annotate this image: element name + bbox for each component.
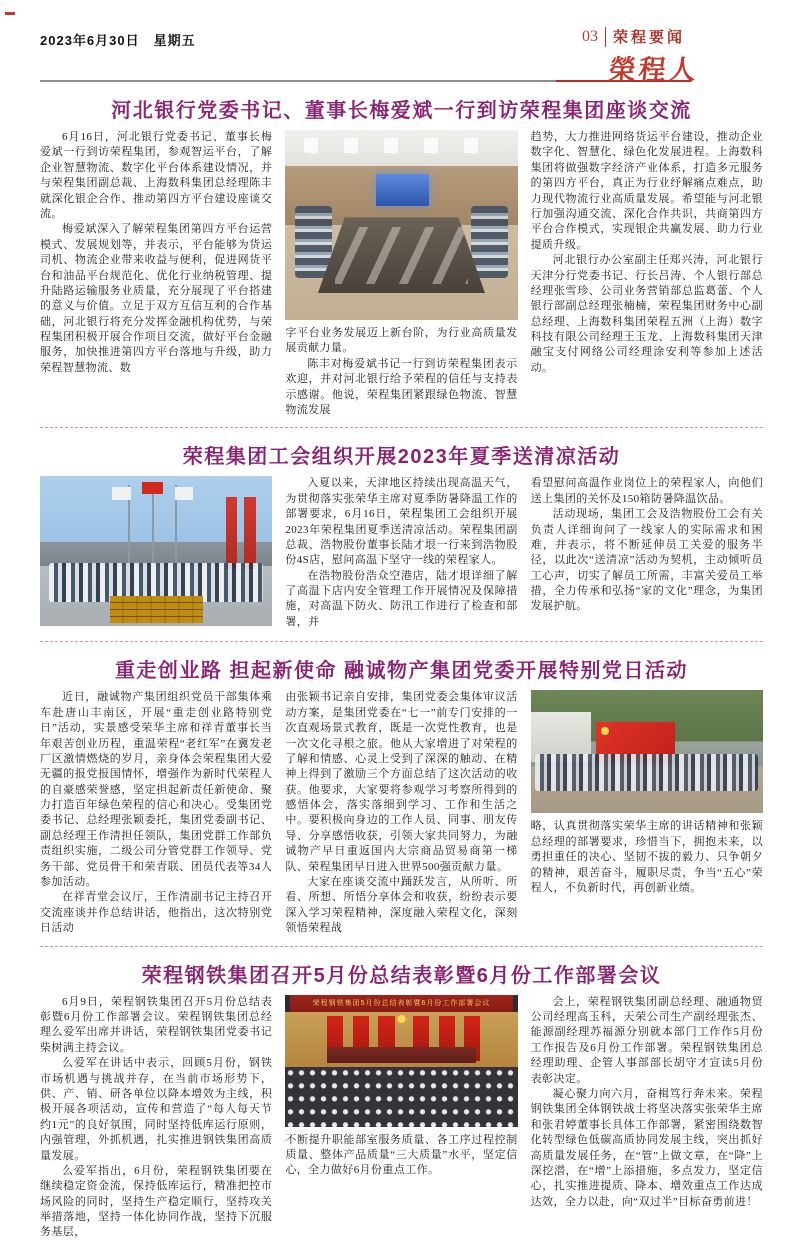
article-2-col-2: [285, 476, 517, 632]
red-banner: [244, 497, 256, 569]
header-rule-gray: [40, 80, 556, 82]
page-number: 03: [581, 27, 598, 45]
paragraph: 看望慰问高温作业岗位上的荣程家人，向他们送上集团的关怀及150箱防暑降温饮品。: [530, 477, 763, 505]
article-1-photo-meeting-room: [285, 130, 517, 320]
masthead-logo: 榮程人: [607, 55, 701, 86]
article-3-col-1: [40, 690, 272, 936]
paragraph: 大家在座谈交流中踊跃发言，从所听、所看、所想、所悟分享体会和收获，纷纷表示要深入学习荣程精神，深度融入荣程文化，深刻领悟荣程战: [285, 876, 518, 935]
party-emblem-icon: [397, 1014, 406, 1023]
paragraph: 么爱军指出，6月份，荣程钢铁集团要在继续稳定资金流，保持低库运行，精准把控市场风险的同时，坚持生产稳定顺行，坚持攻关举措落地，坚持一体化协同作战，坚持下沉服务基层，: [40, 1164, 273, 1239]
paragraph: 近日，融诚物产集团组织党员干部集体乘车赴唐山丰南区，开展“重走创业路特别党日”活动，实景感受荣华主席和祥青董事长当年艰苦创业历程，重温荣程“老红军”在冀发老厂区激情燃烧的岁月，亲身体会荣程集团大爱无疆的报党报国情怀，增强作为新时代荣程人的自豪感荣誉感，坚定担起新责任新使命、聚力打造百年绿色荣程的信心和决心。受集团党委书记、总经理张颖委托，集团党委副书记、副总经理王作清担任领队，集团党群工作部负责组织实施，二级公司分管党群工作领导、党务干部、党员骨干和荣青联、团员代表等34人参加活动。: [40, 691, 273, 889]
issue-date: 2023年6月30日 星期五: [40, 33, 196, 48]
attendees-left: [295, 206, 332, 278]
article-3: [40, 654, 763, 936]
article-separator: [40, 427, 763, 428]
company-flag: [112, 487, 131, 501]
audience-seats: [285, 1067, 517, 1126]
paragraph: 活动现场，集团工会及浩物股份工会有关负责人详细询问了一线家人的实际需求和困难，并表示，将不断延伸员工关爱的服务半径，以此次“送清凉”活动为契机，主动倾听员工心声，切实了解员工所需，丰富关爱员工举措，全力传承和弘扬“家的文化”理念，为集团发展护航。: [530, 508, 763, 613]
paragraph: 么爱军在讲话中表示，回顾5月份，钢铁市场机遇与挑战并存，在当前市场形势下，供、产、销、研各单位以降本增效为主线，积极开展各项活动，宣传和营造了“每人每天节约1元”的良好氛围，同时坚持低库运行原则，内强管理，外抓机遇，扎实推进钢铁集团高质量发展。: [40, 1057, 273, 1162]
article-4: [40, 959, 763, 1241]
article-2: [40, 440, 763, 632]
paragraph: 6月16日，河北银行党委书记、董事长梅爱斌一行到访荣程集团，参观智运平台，了解企业智慧物流、数字化平台体系建设情况，并与荣程集团副总裁、上海数科集团总经理陈丰就深化银企合作、推动第四方平台建设座谈交流。: [40, 131, 273, 220]
paragraph: 陈丰对梅爱斌书记一行到访荣程集团表示欢迎，并对河北银行给予荣程的信任与支持表示感谢。他说，荣程集团紧跟绿色物流、智慧物流发展: [285, 357, 518, 416]
red-banner: [226, 497, 238, 569]
article-3-photo-party-flag-group: [531, 690, 763, 813]
article-separator: [40, 946, 763, 947]
stage-banner: [290, 995, 513, 1012]
article-1-headline: 河北银行党委书记、董事长梅爱斌一行到访荣程集团座谈交流: [111, 100, 692, 122]
presentation-screen: [376, 174, 429, 206]
article-1-col-3: [531, 130, 763, 418]
section-title: 荣程要闻: [612, 29, 685, 46]
paragraph: 不断提升职能部室服务质量、各工序过程控制质量、整体产品质量“三大质量”水平，坚定信心，全力做好6月份重点工作。: [285, 1133, 518, 1177]
speakers-table: [327, 1047, 476, 1063]
conference-table: [318, 217, 485, 293]
registration-mark: [5, 12, 15, 15]
ceiling-lights: [304, 138, 499, 153]
page-header: [40, 0, 763, 86]
article-3-col-2: [285, 690, 517, 936]
paragraph: 梅爱斌深入了解荣程集团第四方平台运营模式、发展规划等，并表示，平台能够为货运司机、物流企业带来收益与便利，促进网货平台和油品平台规范化、优化行业纳税管理、提升陆路运输服务业质量，充分展现了平台搭建的意义与价值。立足于双方互信互利的合作基础，河北银行将充分发挥金融机构优势，与荣程集团积极开展合作项目交流，做好平台金融服务，加快推进第四方平台落地与升级，助力荣程智慧物流、数: [40, 223, 273, 374]
header-right: [581, 26, 701, 86]
article-1: [40, 94, 763, 418]
flag-pole: [152, 485, 154, 566]
attendees-right: [471, 206, 508, 278]
article-4-col-1: [40, 995, 272, 1241]
article-2-col-1: [40, 476, 272, 632]
paragraph: 凝心聚力向六月，奋楫笃行奔未来。荣程钢铁集团全体钢铁战士将坚决落实张荣华主席和张君婷董事长具体工作部署，紧密围绕数智化转型绿色低碳高质协同发展主线，突出抓好高质量发展任务，在“管”上做文章，在“降”上深挖潜，在“增”上添措施，多点发力，坚定信心，扎实推进提质、降本、增效重点工作达成达效，全力以赴，向“双过半”目标奋勇前进！: [530, 1087, 763, 1208]
article-3-headline: 重走创业路 担起新使命 融诚物产集团党委开展特别党日活动: [114, 660, 689, 683]
article-4-photo-meeting-hall: [285, 995, 517, 1127]
paragraph: 入夏以来，天津地区持续出现高温天气，为贯彻落实张荣华主席对夏季防暑降温工作的部署要求，6月16日，荣程集团工会组织开展2023年荣程集团夏季送清凉活动。荣程集团副总裁、浩物股份董事长陆才垠一行来到浩物股份4S店，慰问高温下坚守一线的荣程家人。: [285, 477, 518, 567]
article-4-headline: 荣程钢铁集团召开5月份总结表彰暨6月份工作部署会议: [141, 964, 662, 987]
paragraph: 由张颖书记亲自安排，集团党委会集体审议活动方案，是集团党委在“七一”前专门安排的一次直观场景式教育，既是一次党性教育，也是一次文化寻根之旅。他从大家增进了对荣程的了解和情感、心灵上受到了深深的触动、在精神上得到了激励三个方面总结了这次活动的收获。他要求，大家要将参观学习考察所得到的感悟体会，落实落细到学习、工作和生活之中。要积极向身边的工作人员、同事、朋友传导、分享感悟收获，引领大家共同努力，为融诚物产早日重返国内大宗商品贸易商第一梯队、荣程集团早日进入世界500强贡献力量。: [285, 691, 518, 873]
paragraph: 会上，荣程钢铁集团副总经理、融通物贸公司经理高玉科，天荣公司生产副经理张杰、能源副经理苏福源分别就本部门工作作5月份工作报告及6月份工作部署。荣程钢铁集团总经理助理、企管人事部部长胡守才宣读5月份表彰决定。: [530, 995, 763, 1085]
drink-boxes: [110, 596, 203, 623]
paragraph: 字平台业务发展迈上新台阶，为行业高质量发展贡献力量。: [285, 327, 518, 355]
group-of-people: [535, 754, 758, 791]
article-2-col-3: [531, 476, 763, 632]
article-1-col-1: [40, 130, 272, 418]
paragraph: 在浩物股份浩众空港店，陆才垠详细了解了高温下店内安全管理工作开展情况及保障措施，对高温下防火、防汛工作进行了检查和部署，并: [285, 569, 518, 628]
article-3-col-3: [531, 690, 763, 936]
article-separator: [40, 641, 763, 642]
article-4-col-2: [285, 995, 517, 1241]
article-2-photo-group-outdoor: [40, 476, 272, 626]
paragraph: 趋势，大力推进网络货运平台建设，推动企业数字化、智慧化、绿色化发展进程。上海数科集团将做强数字经济产业体系，打造多元服务的第四方平台，真正为行业纾解痛点难点，助力现代物流行业高质量发展。希望能与河北银行加强沟通交流、深化合作共识，共商第四方平台合作模式，实现银企共赢发展、助力行业提质升级。: [530, 131, 763, 251]
stage-banner-text: 荣程钢铁集团5月份总结表彰暨6月份工作部署会议: [312, 1000, 491, 1008]
article-2-headline: 荣程集团工会组织开展2023年夏季送清凉活动: [182, 446, 621, 469]
china-flag: [142, 482, 163, 494]
paragraph: 在祥青堂会议厅，王作清副书记主持召开交流座谈并作总结讲话，他指出，这次特别党日活动: [40, 891, 273, 935]
header-divider: [605, 27, 606, 47]
article-4-col-3: [531, 995, 763, 1241]
paragraph: 略，认真贯彻落实荣华主席的讲话精神和张颖总经理的部署要求，珍惜当下，拥抱未来，以勇担重任的决心、坚韧不拔的毅力、只争朝夕的精神，艰苦奋斗，履职尽责，争当“五心”荣程人，不负新时代，再创新业绩。: [530, 820, 763, 894]
paragraph: 6月9日，荣程钢铁集团召开5月份总结表彰暨6月份工作部署会议。荣程钢铁集团总经理么爱军出席并讲话，荣程钢铁集团党委书记柴树满主持会议。: [40, 995, 273, 1054]
paragraph: 河北银行办公室副主任郑兴涛，河北银行天津分行党委书记、行长吕涛、个人银行部总经理张雪珍、公司业务营销部总监葛蕾、个人银行部副总经理张楠楠，荣程集团财务中心副总经理、上海数科集团荣程五洲（上海）数字科技有限公司经理王玉龙、上海数科集团天津融宝支付网络公司经理涂安利等参加上述活动。: [530, 254, 763, 374]
company-flag: [175, 487, 194, 501]
article-1-col-2: [285, 130, 517, 418]
